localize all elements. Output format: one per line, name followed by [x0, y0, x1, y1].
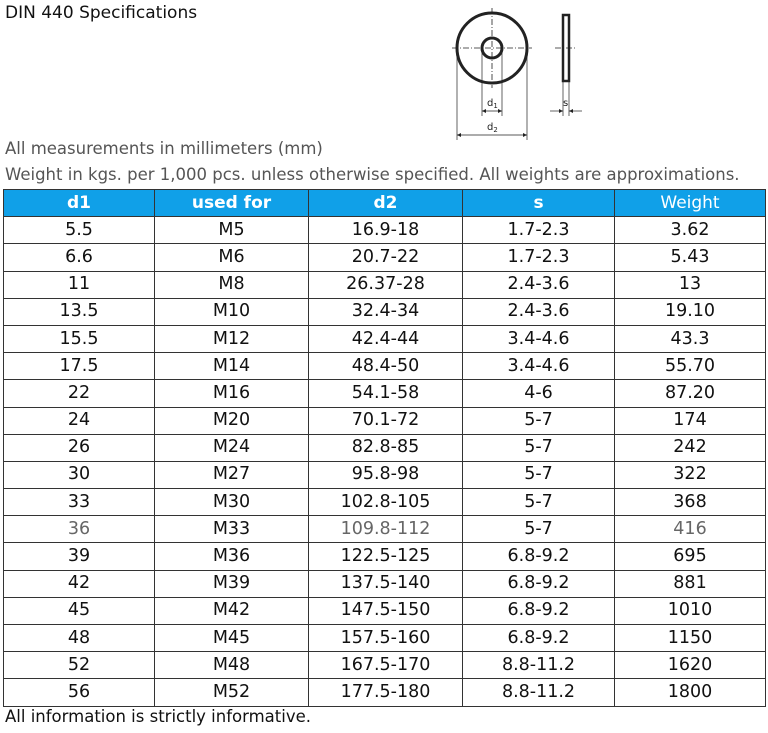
cell-weight: 1010 [615, 597, 766, 624]
cell-used-for: M48 [155, 652, 309, 679]
cell-used-for: M24 [155, 434, 309, 461]
table-row [4, 570, 766, 597]
cell-d1: 30 [4, 461, 155, 488]
cell-d1: 33 [4, 489, 155, 516]
cell-used-for: M6 [155, 244, 309, 271]
header-d2: d2 [309, 190, 463, 217]
cell-d1: 52 [4, 652, 155, 679]
cell-d2: 157.5-160 [309, 625, 463, 652]
table-row [4, 325, 766, 352]
cell-s: 2.4-3.6 [463, 298, 615, 325]
table-row [4, 244, 766, 271]
cell-s: 6.8-9.2 [463, 543, 615, 570]
table-row [4, 271, 766, 298]
cell-d1: 42 [4, 570, 155, 597]
cell-s: 1.7-2.3 [463, 217, 615, 244]
cell-weight: 881 [615, 570, 766, 597]
cell-used-for: M12 [155, 325, 309, 352]
table-row [4, 489, 766, 516]
cell-weight: 1150 [615, 625, 766, 652]
cell-weight: 322 [615, 461, 766, 488]
cell-d1: 11 [4, 271, 155, 298]
cell-used-for: M8 [155, 271, 309, 298]
s-label: s [563, 98, 569, 109]
cell-d2: 137.5-140 [309, 570, 463, 597]
table-row [4, 298, 766, 325]
cell-s: 5-7 [463, 489, 615, 516]
table-row [4, 434, 766, 461]
cell-d2: 42.4-44 [309, 325, 463, 352]
cell-d1: 45 [4, 597, 155, 624]
cell-weight: 5.43 [615, 244, 766, 271]
cell-s: 6.8-9.2 [463, 625, 615, 652]
cell-d1: 15.5 [4, 325, 155, 352]
cell-d2: 48.4-50 [309, 353, 463, 380]
cell-weight: 368 [615, 489, 766, 516]
cell-s: 5-7 [463, 461, 615, 488]
cell-weight: 19.10 [615, 298, 766, 325]
header-weight: Weight [615, 190, 766, 217]
cell-d1: 17.5 [4, 353, 155, 380]
cell-s: 6.8-9.2 [463, 597, 615, 624]
cell-used-for: M27 [155, 461, 309, 488]
cell-d1: 22 [4, 380, 155, 407]
cell-used-for: M45 [155, 625, 309, 652]
cell-d2: 26.37-28 [309, 271, 463, 298]
table-row [4, 625, 766, 652]
table-row [4, 543, 766, 570]
table-header-row [4, 190, 766, 217]
d2-label: $d_2$ [487, 122, 498, 134]
table-row [4, 353, 766, 380]
cell-d2: 32.4-34 [309, 298, 463, 325]
cell-d2: 147.5-150 [309, 597, 463, 624]
cell-s: 5-7 [463, 407, 615, 434]
cell-used-for: M42 [155, 597, 309, 624]
cell-d1: 48 [4, 625, 155, 652]
cell-d1: 5.5 [4, 217, 155, 244]
cell-d2: 54.1-58 [309, 380, 463, 407]
table-row [4, 380, 766, 407]
cell-s: 3.4-4.6 [463, 325, 615, 352]
cell-d2: 177.5-180 [309, 679, 463, 706]
table-row [4, 461, 766, 488]
cell-d2: 102.8-105 [309, 489, 463, 516]
table-row [4, 217, 766, 244]
cell-used-for: M10 [155, 298, 309, 325]
cell-weight: 1620 [615, 652, 766, 679]
cell-weight: 87.20 [615, 380, 766, 407]
cell-used-for: M33 [155, 516, 309, 543]
table-row [4, 597, 766, 624]
cell-weight: 1800 [615, 679, 766, 706]
cell-d1: 36 [4, 516, 155, 543]
table-row [4, 516, 766, 543]
cell-d1: 56 [4, 679, 155, 706]
cell-d2: 167.5-170 [309, 652, 463, 679]
cell-d2: 20.7-22 [309, 244, 463, 271]
cell-d2: 16.9-18 [309, 217, 463, 244]
cell-s: 5-7 [463, 434, 615, 461]
d1-label: $d_1$ [487, 98, 498, 110]
cell-used-for: M39 [155, 570, 309, 597]
cell-weight: 242 [615, 434, 766, 461]
cell-weight: 416 [615, 516, 766, 543]
cell-d1: 6.6 [4, 244, 155, 271]
cell-used-for: M36 [155, 543, 309, 570]
cell-s: 5-7 [463, 516, 615, 543]
cell-weight: 43.3 [615, 325, 766, 352]
units-note: All measurements in millimeters (mm) [5, 139, 323, 158]
cell-weight: 13 [615, 271, 766, 298]
cell-weight: 174 [615, 407, 766, 434]
cell-d2: 95.8-98 [309, 461, 463, 488]
cell-used-for: M30 [155, 489, 309, 516]
cell-d1: 26 [4, 434, 155, 461]
cell-s: 8.8-11.2 [463, 652, 615, 679]
table-row [4, 407, 766, 434]
cell-d1: 13.5 [4, 298, 155, 325]
cell-weight: 3.62 [615, 217, 766, 244]
footer-note: All information is strictly informative. [5, 707, 312, 726]
cell-s: 6.8-9.2 [463, 570, 615, 597]
table-body [4, 217, 766, 706]
cell-weight: 55.70 [615, 353, 766, 380]
cell-used-for: M5 [155, 217, 309, 244]
header-d1: d1 [4, 190, 155, 217]
cell-d2: 70.1-72 [309, 407, 463, 434]
cell-s: 2.4-3.6 [463, 271, 615, 298]
weight-note: Weight in kgs. per 1,000 pcs. unless otherwise specified. All weights are approximations. [5, 165, 740, 184]
washer-drawing [440, 8, 590, 140]
cell-d2: 109.8-112 [309, 516, 463, 543]
table-row [4, 652, 766, 679]
cell-d2: 82.8-85 [309, 434, 463, 461]
cell-used-for: M16 [155, 380, 309, 407]
table-row [4, 679, 766, 706]
cell-used-for: M52 [155, 679, 309, 706]
cell-d1: 24 [4, 407, 155, 434]
cell-s: 1.7-2.3 [463, 244, 615, 271]
cell-s: 4-6 [463, 380, 615, 407]
cell-s: 8.8-11.2 [463, 679, 615, 706]
cell-s: 3.4-4.6 [463, 353, 615, 380]
cell-d2: 122.5-125 [309, 543, 463, 570]
page-title: DIN 440 Specifications [5, 3, 198, 23]
cell-used-for: M14 [155, 353, 309, 380]
cell-weight: 695 [615, 543, 766, 570]
cell-used-for: M20 [155, 407, 309, 434]
cell-d1: 39 [4, 543, 155, 570]
spec-table [3, 189, 766, 707]
header-used-for: used for [155, 190, 309, 217]
header-s: s [463, 190, 615, 217]
